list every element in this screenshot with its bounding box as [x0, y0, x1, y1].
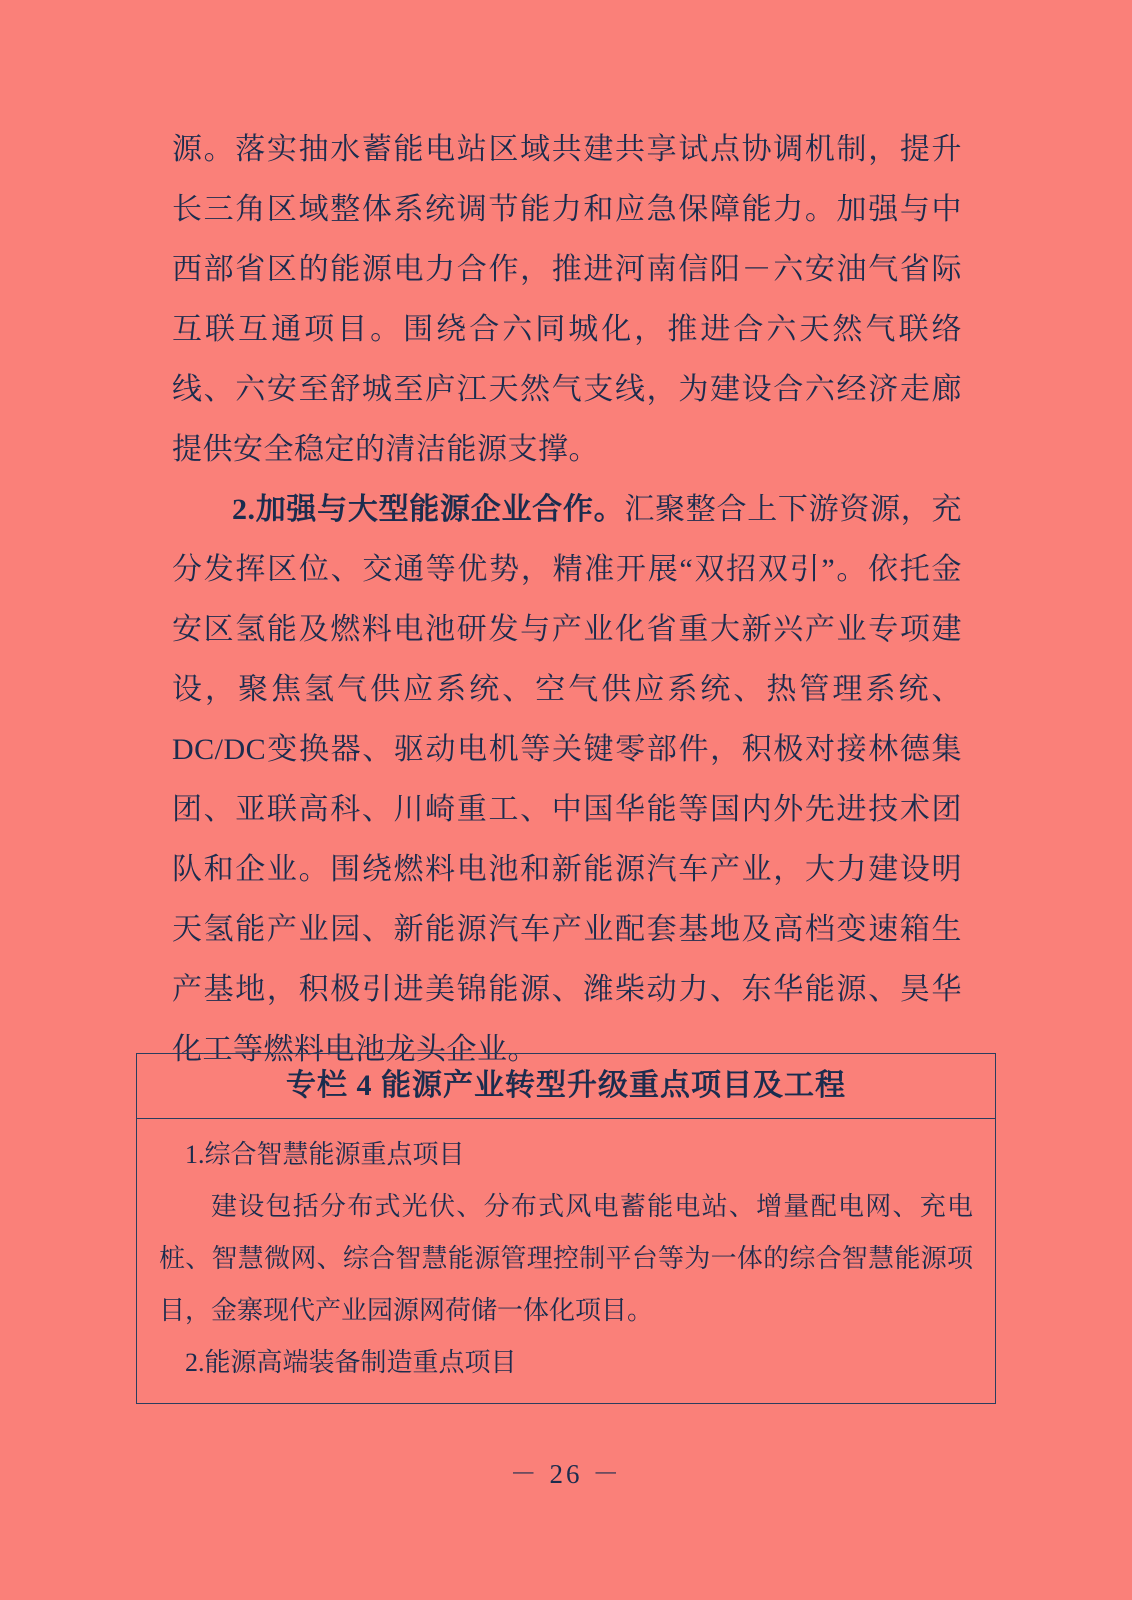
- page-body-text: [172, 120, 962, 1080]
- page-number-text: － 26 －: [509, 1459, 623, 1489]
- column-box-item-1-title: 1.综合智慧能源重点项目: [185, 1140, 465, 1169]
- page-number: [0, 1452, 1132, 1491]
- paragraph-section-2: [172, 480, 962, 1080]
- paragraph-section-2-text: 汇聚整合上下游资源，充分发挥区位、交通等优势，精准开展“双招双引”。依托金安区氢能及燃料电池研发与产业化省重大新兴产业专项建设，聚焦氢气供应系统、空气供应系统、热管理系统、DC/DC变换器、驱动电机等关键零部件，积极对接林德集团、亚联高科、川崎重工、中国华能等国内外先进技术团队和企业。围绕燃料电池和新能源汽车产业，大力建设明天氢能产业园、新能源汽车产业配套基地及高档变速箱生产基地，积极引进美锦能源、潍柴动力、东华能源、昊华化工等燃料电池龙头企业。: [172, 493, 963, 1066]
- column-box-body: [137, 1119, 995, 1403]
- column-box-title: 专栏 4 能源产业转型升级重点项目及工程: [137, 1054, 995, 1119]
- paragraph-section-2-heading: 2.加强与大型能源企业合作。: [232, 493, 625, 526]
- paragraph-continuation: 源。落实抽水蓄能电站区域共建共享试点协调机制，提升长三角区域整体系统调节能力和应急保障能力。加强与中西部省区的能源电力合作，推进河南信阳－六安油气省际互联互通项目。围绕合六同城化，推进合六天然气联络线、六安至舒城至庐江天然气支线，为建设合六经济走廊提供安全稳定的清洁能源支撑。: [172, 133, 962, 466]
- column-box-item-2-title: 2.能源高端装备制造重点项目: [185, 1348, 517, 1377]
- column-box-4: [136, 1053, 996, 1404]
- column-box-item-1-body: 建设包括分布式光伏、分布式风电蓄能电站、增量配电网、充电桩、智慧微网、综合智慧能源管理控制平台等为一体的综合智慧能源项目，金寨现代产业园源网荷储一体化项目。: [159, 1192, 973, 1325]
